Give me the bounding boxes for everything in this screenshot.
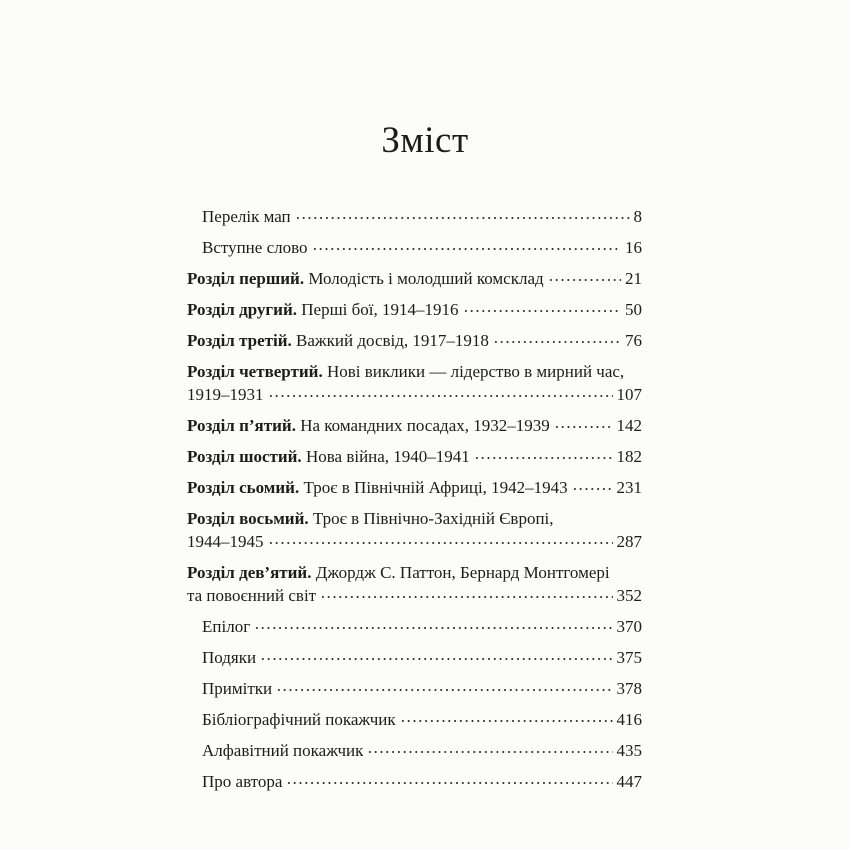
toc-page-number: 107 [616,385,642,404]
toc-entry-label: Розділ третій. Важкий досвід, 1917–1918 [187,331,489,350]
toc-page-number: 8 [633,207,642,226]
toc-entry-label-continued: та повоєнний світ [187,586,317,605]
dot-leader [260,656,612,662]
toc-page-number: 370 [616,617,642,636]
toc-entry-label: Епілог [202,617,251,636]
toc-page-number: 16 [625,238,642,257]
toc-entry-epilogue [187,615,642,638]
toc-entry-label: Бібліографічний покажчик [202,710,396,729]
toc-entry-chapter-3 [187,329,642,352]
toc-entry-continuation [187,530,642,553]
table-of-contents [187,205,642,793]
dot-leader [493,339,621,345]
dot-leader [295,215,630,221]
dot-leader [554,424,613,430]
dot-leader [548,277,621,283]
toc-entry-continuation [187,383,642,406]
toc-entry-notes [187,677,642,700]
dot-leader [463,308,621,314]
toc-entry-index [187,739,642,762]
toc-page-number: 352 [616,586,642,605]
toc-entry-label: Розділ другий. Перші бої, 1914–1916 [187,300,459,319]
dot-leader [400,718,613,724]
toc-entry-continuation [187,584,642,607]
toc-entry-label: Розділ сьомий. Троє в Північній Африці, 1942–1943 [187,478,568,497]
dot-leader [320,594,612,600]
dot-leader [268,393,613,399]
toc-page-number: 50 [625,300,642,319]
toc-entry-bibliography [187,708,642,731]
toc-entry-label: Розділ шостий. Нова війна, 1940–1941 [187,447,470,466]
dot-leader [572,486,613,492]
toc-entry-label: Перелік мап [202,207,291,226]
page-title: Зміст [381,120,469,161]
toc-entry-chapter-9 [187,561,642,607]
toc-entry-chapter-2 [187,298,642,321]
toc-entry-foreword [187,236,642,259]
toc-entry-label: Розділ дев’ятий. Джордж С. Паттон, Бернард Монтгомері [187,563,610,582]
toc-entry-label: Розділ перший. Молодість і молодший комсклад [187,269,544,288]
toc-page-number: 375 [616,648,642,667]
toc-entry-chapter-1 [187,267,642,290]
toc-page-number: 76 [625,331,642,350]
toc-page-number: 378 [616,679,642,698]
toc-page-number: 182 [616,447,642,466]
toc-entry-label-continued: 1944–1945 [187,532,264,551]
toc-page-number: 287 [616,532,642,551]
dot-leader [286,780,612,786]
toc-page-number: 142 [616,416,642,435]
toc-entry-label-continued: 1919–1931 [187,385,264,404]
toc-page-number: 416 [616,710,642,729]
toc-entry-map-list [187,205,642,228]
toc-entry-chapter-8 [187,507,642,553]
toc-entry-chapter-6 [187,445,642,468]
toc-page-number: 231 [616,478,642,497]
toc-entry-label: Розділ восьмий. Троє в Північно-Західній Європі, [187,509,554,528]
toc-entry-label: Про автора [202,772,283,791]
dot-leader [254,625,612,631]
dot-leader [312,246,621,252]
toc-entry-label: Подяки [202,648,257,667]
toc-entry-chapter-5 [187,414,642,437]
dot-leader [268,540,613,546]
toc-entry-label: Алфавітний покажчик [202,741,364,760]
dot-leader [474,455,613,461]
toc-entry-label: Розділ четвертий. Нові виклики — лідерство в мирний час, [187,362,625,381]
toc-entry-chapter-7 [187,476,642,499]
toc-entry-label: Примітки [202,679,273,698]
toc-entry-label: Розділ п’ятий. На командних посадах, 1932–1939 [187,416,550,435]
toc-entry-acknowledgements [187,646,642,669]
toc-entry-label: Вступне слово [202,238,308,257]
dot-leader [276,687,612,693]
toc-entry-chapter-4 [187,360,642,406]
toc-entry-about-author [187,770,642,793]
toc-page-number: 447 [616,772,642,791]
toc-page-number: 21 [625,269,642,288]
toc-page-number: 435 [616,741,642,760]
dot-leader [367,749,612,755]
